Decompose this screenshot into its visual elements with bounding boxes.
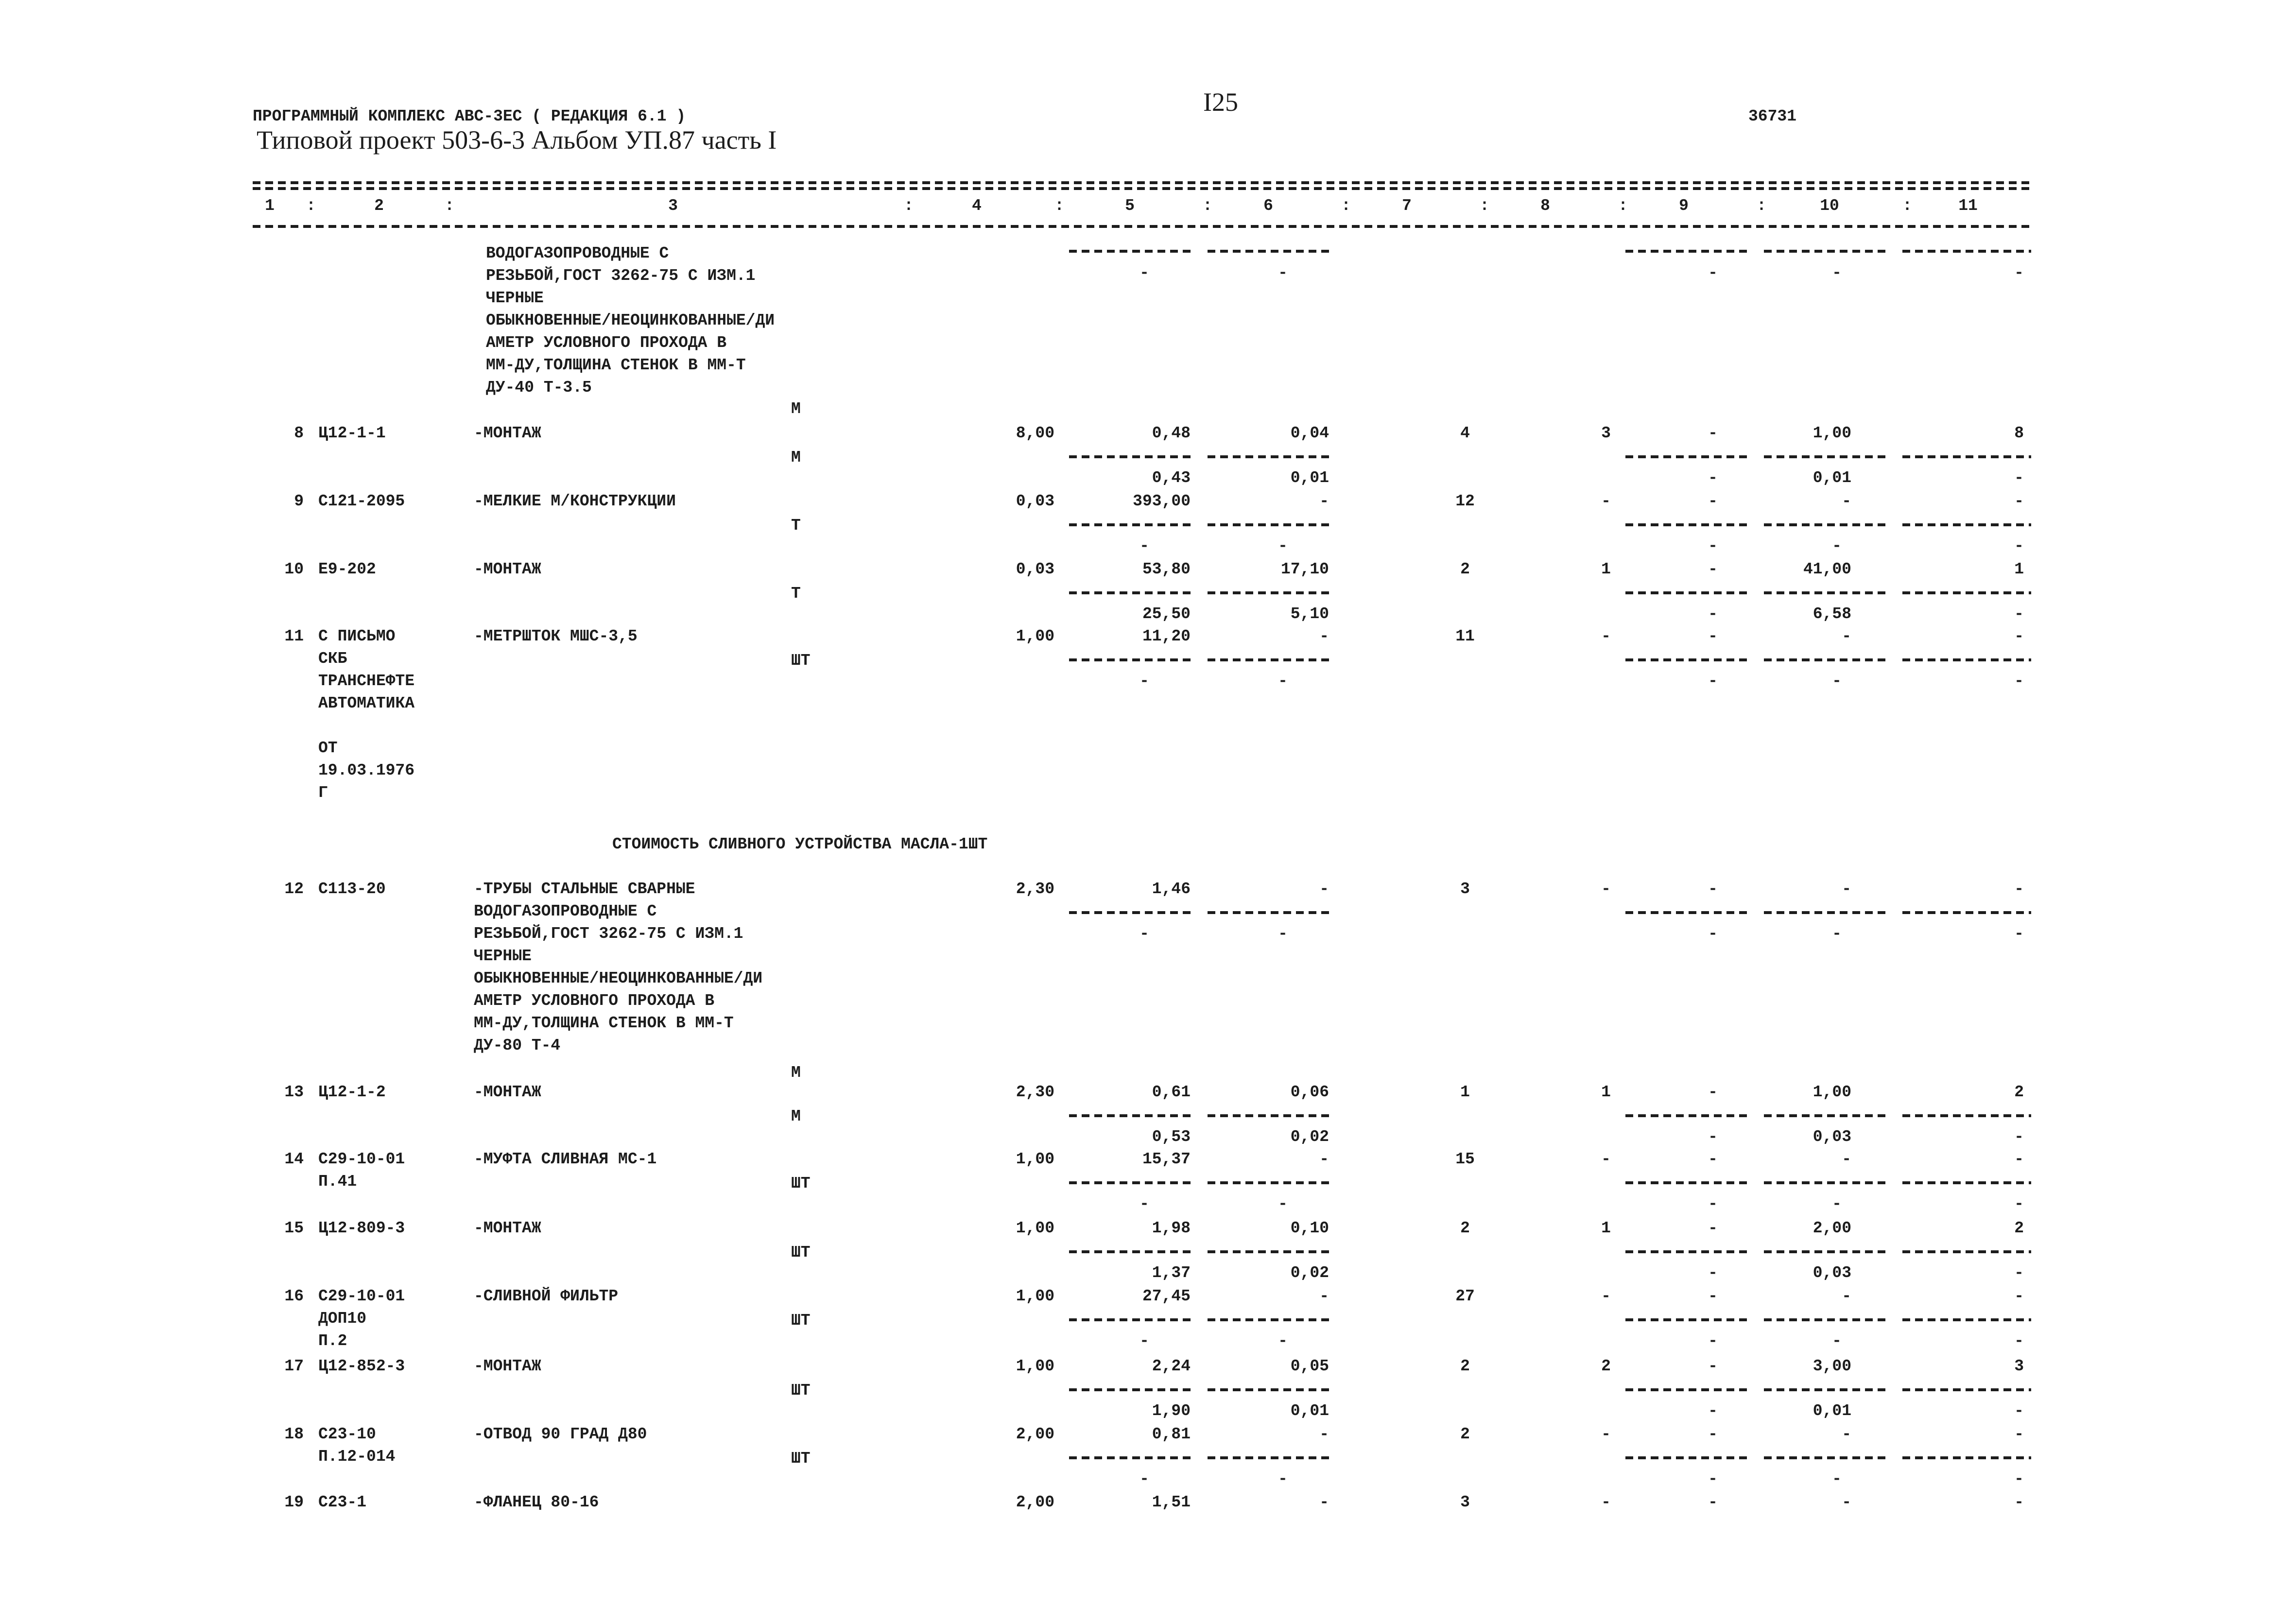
item-name: АМЕТР УСЛОВНОГО ПРОХОДА В — [474, 992, 715, 1010]
sub-value-col5: 25,50 — [1142, 605, 1191, 623]
value-col11: - — [2014, 1150, 2024, 1168]
price-code: С23-10 — [318, 1425, 376, 1443]
value-col5: 11,20 — [1142, 627, 1191, 645]
description-line: ОБЫКНОВЕННЫЕ/НЕОЦИНКОВАННЫЕ/ДИ — [486, 311, 775, 329]
sub-value-col6: - — [1278, 1195, 1288, 1213]
sub-value-col9: - — [1708, 1332, 1718, 1350]
value-col10: - — [1842, 1493, 1851, 1511]
quantity: 2,00 — [1016, 1493, 1054, 1511]
value-col10: 3,00 — [1813, 1357, 1851, 1375]
price-code: ОТ — [318, 739, 338, 757]
value-col10: 1,00 — [1813, 424, 1851, 442]
column-header-5: 5 — [1125, 197, 1135, 215]
price-code: ДОП10 — [318, 1310, 367, 1328]
price-code: П.2 — [318, 1332, 347, 1350]
value-col8: 1 — [1601, 1219, 1611, 1237]
price-code: С113-20 — [318, 880, 386, 898]
value-col8: 1 — [1601, 1083, 1611, 1101]
value-col5: 15,37 — [1142, 1150, 1191, 1168]
sub-value-col6: - — [1278, 264, 1288, 282]
value-col7: 11 — [1455, 627, 1475, 645]
value-col6: - — [1319, 1287, 1329, 1305]
value-col10: 2,00 — [1813, 1219, 1851, 1237]
document-number: 36731 — [1748, 107, 1797, 125]
column-header-11: 11 — [1958, 197, 1978, 215]
quantity: 2,00 — [1016, 1425, 1054, 1443]
value-col10: - — [1842, 880, 1851, 898]
value-col6: - — [1319, 880, 1329, 898]
sub-value-col11: - — [2014, 264, 2024, 282]
row-number: 19 — [284, 1493, 304, 1511]
item-name: -МОНТАЖ — [474, 1219, 541, 1237]
value-col6: - — [1319, 1493, 1329, 1511]
value-col8: - — [1601, 1150, 1611, 1168]
quantity: 1,00 — [1016, 627, 1054, 645]
price-code: Ц12-852-3 — [318, 1357, 405, 1375]
value-col9: - — [1708, 492, 1718, 510]
sub-value-col10: - — [1832, 1195, 1842, 1213]
item-name: ММ-ДУ,ТОЛЩИНА СТЕНОК В ММ-Т — [474, 1014, 734, 1032]
value-col5: 53,80 — [1142, 560, 1191, 578]
sub-value-col10: 0,01 — [1813, 469, 1851, 487]
item-name: -МОНТАЖ — [474, 424, 541, 442]
item-name: -ФЛАНЕЦ 80-16 — [474, 1493, 599, 1511]
price-code: СКБ — [318, 650, 347, 668]
value-col9: - — [1708, 1150, 1718, 1168]
value-col6: 0,04 — [1290, 424, 1329, 442]
quantity: 1,00 — [1016, 1219, 1054, 1237]
value-col9: - — [1708, 424, 1718, 442]
value-col5: 2,24 — [1152, 1357, 1191, 1375]
sub-value-col11: - — [2014, 1195, 2024, 1213]
sub-value-col11: - — [2014, 537, 2024, 555]
quantity: 1,00 — [1016, 1287, 1054, 1305]
price-code: Г — [318, 784, 328, 802]
column-header-3: 3 — [668, 197, 678, 215]
price-code: ТРАНСНЕФТЕ — [318, 672, 415, 690]
value-col6: 0,05 — [1290, 1357, 1329, 1375]
sub-value-col6: 0,02 — [1290, 1264, 1329, 1282]
value-col5: 393,00 — [1133, 492, 1191, 510]
sub-value-col6: 0,01 — [1290, 469, 1329, 487]
value-col11: - — [2014, 492, 2024, 510]
sub-value-col11: - — [2014, 469, 2024, 487]
value-col8: - — [1601, 627, 1611, 645]
item-name: -МЕТРШТОК МШС-3,5 — [474, 627, 638, 645]
value-col7: 27 — [1455, 1287, 1475, 1305]
unit-label: ШТ — [791, 652, 811, 670]
unit-label: М — [791, 449, 801, 467]
unit-label: М — [791, 400, 801, 418]
unit-label: ШТ — [791, 1382, 811, 1400]
column-header-9: 9 — [1679, 197, 1689, 215]
sub-value-col5: - — [1139, 1470, 1149, 1488]
value-col11: - — [2014, 1425, 2024, 1443]
value-col5: 1,98 — [1152, 1219, 1191, 1237]
price-code: 19.03.1976 — [318, 761, 415, 779]
quantity: 0,03 — [1016, 560, 1054, 578]
price-code: С29-10-01 — [318, 1287, 405, 1305]
value-col6: 0,06 — [1290, 1083, 1329, 1101]
column-separator: : — [1902, 197, 1912, 215]
price-code: С121-2095 — [318, 492, 405, 510]
sub-value-col10: - — [1832, 1470, 1842, 1488]
sub-value-col9: - — [1708, 925, 1718, 943]
sub-value-col5: - — [1139, 672, 1149, 690]
value-col9: - — [1708, 627, 1718, 645]
item-name: -МОНТАЖ — [474, 560, 541, 578]
sub-value-col11: - — [2014, 672, 2024, 690]
value-col10: - — [1842, 1150, 1851, 1168]
sub-value-col5: 0,53 — [1152, 1128, 1191, 1146]
value-col6: 17,10 — [1280, 560, 1329, 578]
value-col6: - — [1319, 627, 1329, 645]
value-col7: 2 — [1460, 1219, 1470, 1237]
sub-value-col9: - — [1708, 672, 1718, 690]
sub-value-col6: 5,10 — [1290, 605, 1329, 623]
description-line: ДУ-40 Т-3.5 — [486, 379, 592, 397]
sub-value-col10: 0,01 — [1813, 1402, 1851, 1420]
unit-label: Т — [791, 517, 801, 535]
item-name: ВОДОГАЗОПРОВОДНЫЕ С — [474, 902, 657, 920]
value-col8: 1 — [1601, 560, 1611, 578]
column-separator: : — [904, 197, 914, 215]
price-code: С23-1 — [318, 1493, 367, 1511]
program-header: ПРОГРАММНЫЙ КОМПЛЕКС АВС-3ЕС ( РЕДАКЦИЯ 6.1 ) — [253, 107, 686, 125]
value-col5: 27,45 — [1142, 1287, 1191, 1305]
sub-value-col9: - — [1708, 1128, 1718, 1146]
value-col11: 2 — [2014, 1083, 2024, 1101]
column-header-10: 10 — [1820, 197, 1839, 215]
item-name: -СЛИВНОЙ ФИЛЬТР — [474, 1287, 619, 1305]
value-col7: 1 — [1460, 1083, 1470, 1101]
sub-value-col9: - — [1708, 537, 1718, 555]
value-col9: - — [1708, 1357, 1718, 1375]
row-number: 9 — [294, 492, 304, 510]
price-code: П.41 — [318, 1173, 357, 1191]
column-separator: : — [445, 197, 454, 215]
sub-value-col10: - — [1832, 672, 1842, 690]
column-header-4: 4 — [972, 197, 982, 215]
sub-value-col6: - — [1278, 925, 1288, 943]
row-number: 8 — [294, 424, 304, 442]
unit-label: Т — [791, 585, 801, 603]
value-col9: - — [1708, 1425, 1718, 1443]
sub-value-col6: - — [1278, 1332, 1288, 1350]
sub-value-col5: 1,37 — [1152, 1264, 1191, 1282]
value-col8: 2 — [1601, 1357, 1611, 1375]
sub-value-col10: - — [1832, 264, 1842, 282]
value-col11: - — [2014, 627, 2024, 645]
price-code: Ц12-809-3 — [318, 1219, 405, 1237]
sub-value-col6: - — [1278, 672, 1288, 690]
price-code: Е9-202 — [318, 560, 376, 578]
unit-label: ШТ — [791, 1450, 811, 1468]
sub-value-col10: - — [1832, 1332, 1842, 1350]
value-col10: - — [1842, 627, 1851, 645]
value-col5: 1,46 — [1152, 880, 1191, 898]
item-name: -МЕЛКИЕ М/КОНСТРУКЦИИ — [474, 492, 676, 510]
sub-value-col11: - — [2014, 1402, 2024, 1420]
quantity: 1,00 — [1016, 1357, 1054, 1375]
column-header-6: 6 — [1263, 197, 1273, 215]
value-col8: - — [1601, 1287, 1611, 1305]
value-col11: 8 — [2014, 424, 2024, 442]
value-col7: 12 — [1455, 492, 1475, 510]
item-name: ОБЫКНОВЕННЫЕ/НЕОЦИНКОВАННЫЕ/ДИ — [474, 969, 763, 987]
value-col7: 2 — [1460, 1425, 1470, 1443]
price-code: Ц12-1-2 — [318, 1083, 386, 1101]
quantity: 1,00 — [1016, 1150, 1054, 1168]
sub-value-col5: - — [1139, 1195, 1149, 1213]
item-name: ДУ-80 Т-4 — [474, 1037, 561, 1054]
value-col7: 3 — [1460, 1493, 1470, 1511]
sub-value-col9: - — [1708, 1402, 1718, 1420]
row-number: 12 — [284, 880, 304, 898]
price-code: С29-10-01 — [318, 1150, 405, 1168]
column-separator: : — [1341, 197, 1351, 215]
sub-value-col9: - — [1708, 264, 1718, 282]
price-code: Ц12-1-1 — [318, 424, 386, 442]
unit-label: ШТ — [791, 1244, 811, 1261]
value-col11: - — [2014, 880, 2024, 898]
quantity: 2,30 — [1016, 880, 1054, 898]
value-col7: 3 — [1460, 880, 1470, 898]
row-number: 11 — [284, 627, 304, 645]
sub-value-col9: - — [1708, 469, 1718, 487]
value-col7: 4 — [1460, 424, 1470, 442]
sub-value-col5: - — [1139, 537, 1149, 555]
value-col8: - — [1601, 1425, 1611, 1443]
value-col9: - — [1708, 1493, 1718, 1511]
value-col10: 41,00 — [1803, 560, 1851, 578]
item-name: -МОНТАЖ — [474, 1083, 541, 1101]
row-number: 10 — [284, 560, 304, 578]
value-col10: 1,00 — [1813, 1083, 1851, 1101]
quantity: 8,00 — [1016, 424, 1054, 442]
unit-label: М — [791, 1064, 801, 1082]
value-col6: 0,10 — [1290, 1219, 1329, 1237]
value-col8: - — [1601, 492, 1611, 510]
value-col10: - — [1842, 1287, 1851, 1305]
value-col6: - — [1319, 1425, 1329, 1443]
sub-value-col10: - — [1832, 925, 1842, 943]
value-col11: - — [2014, 1493, 2024, 1511]
column-separator: : — [1757, 197, 1766, 215]
sub-value-col11: - — [2014, 605, 2024, 623]
sub-value-col6: - — [1278, 1470, 1288, 1488]
value-col6: - — [1319, 1150, 1329, 1168]
quantity: 0,03 — [1016, 492, 1054, 510]
sub-value-col6: 0,01 — [1290, 1402, 1329, 1420]
value-col9: - — [1708, 1287, 1718, 1305]
sub-value-col5: - — [1139, 264, 1149, 282]
value-col11: 1 — [2014, 560, 2024, 578]
column-separator: : — [1203, 197, 1212, 215]
column-header-8: 8 — [1540, 197, 1550, 215]
item-name: ЧЕРНЫЕ — [474, 947, 532, 965]
unit-label: М — [791, 1107, 801, 1125]
row-number: 15 — [284, 1219, 304, 1237]
value-col5: 1,51 — [1152, 1493, 1191, 1511]
price-code: АВТОМАТИКА — [318, 694, 415, 712]
sub-value-col9: - — [1708, 1195, 1718, 1213]
sub-value-col6: 0,02 — [1290, 1128, 1329, 1146]
sub-value-col11: - — [2014, 925, 2024, 943]
value-col9: - — [1708, 560, 1718, 578]
item-name: -ТРУБЫ СТАЛЬНЫЕ СВАРНЫЕ — [474, 880, 695, 898]
sub-value-col5: 0,43 — [1152, 469, 1191, 487]
unit-label: ШТ — [791, 1175, 811, 1192]
item-name: -МОНТАЖ — [474, 1357, 541, 1375]
sub-value-col11: - — [2014, 1470, 2024, 1488]
value-col7: 2 — [1460, 560, 1470, 578]
value-col9: - — [1708, 1219, 1718, 1237]
column-separator: : — [306, 197, 316, 215]
sub-value-col10: 6,58 — [1813, 605, 1851, 623]
row-number: 14 — [284, 1150, 304, 1168]
sub-value-col9: - — [1708, 1264, 1718, 1282]
sub-value-col6: - — [1278, 537, 1288, 555]
sub-value-col5: - — [1139, 1332, 1149, 1350]
item-name: -МУФТА СЛИВНАЯ МС-1 — [474, 1150, 657, 1168]
sub-value-col5: - — [1139, 925, 1149, 943]
value-col5: 0,48 — [1152, 424, 1191, 442]
value-col11: 2 — [2014, 1219, 2024, 1237]
description-line: ММ-ДУ,ТОЛЩИНА СТЕНОК В ММ-Т — [486, 356, 746, 374]
row-number: 16 — [284, 1287, 304, 1305]
value-col8: 3 — [1601, 424, 1611, 442]
project-title: Типовой проект 503-6-3 Альбом УП.87 часть I — [257, 125, 777, 155]
price-code: С ПИСЬМО — [318, 627, 396, 645]
description-line: АМЕТР УСЛОВНОГО ПРОХОДА В — [486, 334, 727, 352]
sub-value-col11: - — [2014, 1128, 2024, 1146]
description-line: РЕЗЬБОЙ,ГОСТ 3262-75 С ИЗМ.1 — [486, 267, 756, 285]
sub-value-col11: - — [2014, 1264, 2024, 1282]
section-title: СТОИМОСТЬ СЛИВНОГО УСТРОЙСТВА МАСЛА-1ШТ — [612, 835, 988, 853]
description-line: ЧЕРНЫЕ — [486, 289, 544, 307]
description-line: ВОДОГАЗОПРОВОДНЫЕ С — [486, 244, 669, 262]
value-col5: 0,61 — [1152, 1083, 1191, 1101]
value-col7: 15 — [1455, 1150, 1475, 1168]
row-number: 17 — [284, 1357, 304, 1375]
value-col8: - — [1601, 1493, 1611, 1511]
item-name: РЕЗЬБОЙ,ГОСТ 3262-75 С ИЗМ.1 — [474, 925, 743, 943]
value-col10: - — [1842, 1425, 1851, 1443]
column-separator: : — [1054, 197, 1064, 215]
value-col9: - — [1708, 880, 1718, 898]
sub-value-col9: - — [1708, 1470, 1718, 1488]
value-col8: - — [1601, 880, 1611, 898]
value-col5: 0,81 — [1152, 1425, 1191, 1443]
value-col11: - — [2014, 1287, 2024, 1305]
sub-value-col10: - — [1832, 537, 1842, 555]
value-col9: - — [1708, 1083, 1718, 1101]
value-col7: 2 — [1460, 1357, 1470, 1375]
value-col10: - — [1842, 492, 1851, 510]
value-col11: 3 — [2014, 1357, 2024, 1375]
row-number: 13 — [284, 1083, 304, 1101]
unit-label: ШТ — [791, 1312, 811, 1330]
price-code: П.12-014 — [318, 1448, 396, 1466]
value-col6: - — [1319, 492, 1329, 510]
quantity: 2,30 — [1016, 1083, 1054, 1101]
item-name: -ОТВОД 90 ГРАД Д80 — [474, 1425, 647, 1443]
sub-value-col9: - — [1708, 605, 1718, 623]
row-number: 18 — [284, 1425, 304, 1443]
column-header-1: 1 — [265, 197, 275, 215]
column-header-7: 7 — [1402, 197, 1412, 215]
column-separator: : — [1618, 197, 1628, 215]
sub-value-col5: 1,90 — [1152, 1402, 1191, 1420]
sub-value-col11: - — [2014, 1332, 2024, 1350]
page-number: I25 — [1203, 87, 1238, 117]
column-header-2: 2 — [374, 197, 384, 215]
sub-value-col10: 0,03 — [1813, 1264, 1851, 1282]
column-separator: : — [1480, 197, 1489, 215]
sub-value-col10: 0,03 — [1813, 1128, 1851, 1146]
